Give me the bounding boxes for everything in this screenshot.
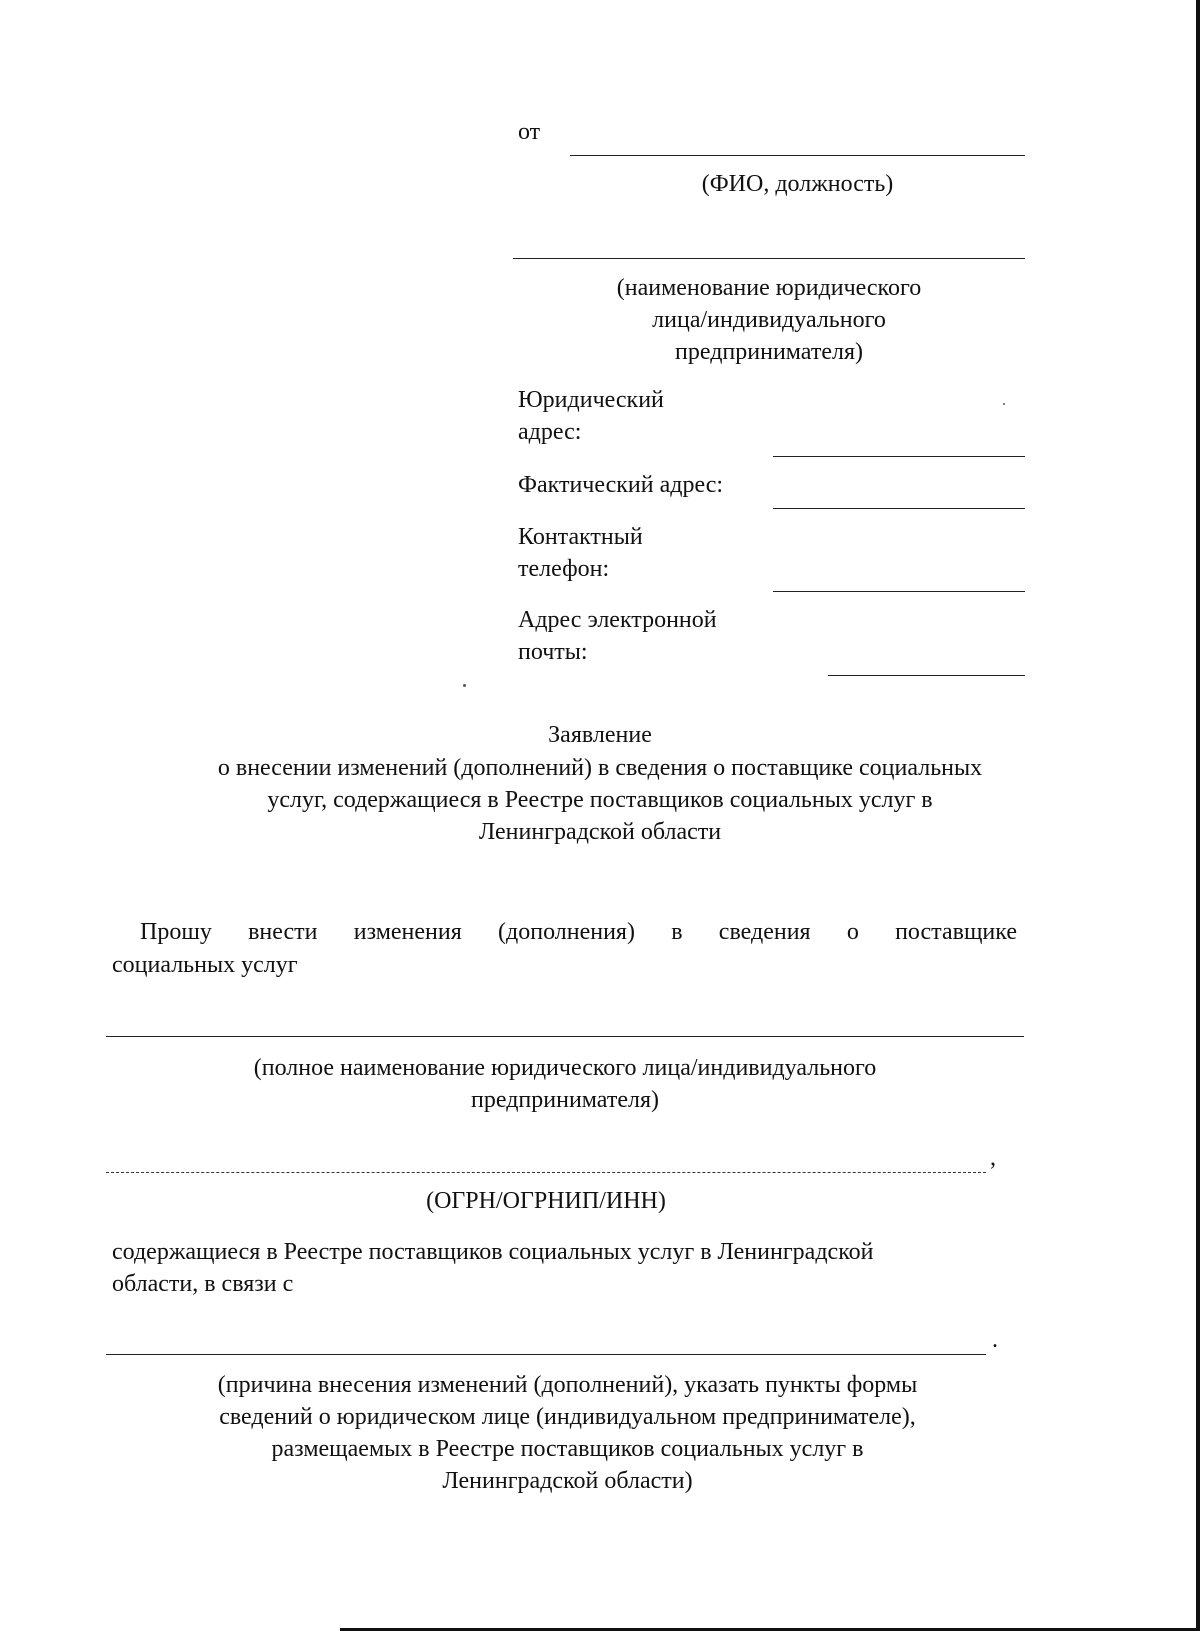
actual-address-label: Фактический адрес: <box>518 472 724 498</box>
org-name-field-line[interactable] <box>513 258 1025 259</box>
email-label-line-2: почты: <box>518 639 588 665</box>
legal-address-label-line-1: Юридический <box>518 387 664 413</box>
ogrn-field-line[interactable] <box>106 1172 986 1173</box>
reason-caption-line-4: Ленинградской области) <box>442 1468 693 1494</box>
subtitle-line-2: услуг, содержащиеся в Реестре поставщиков социальных услуг в <box>267 787 933 813</box>
reason-caption-line-1: (причина внесения изменений (дополнений), указать пункты формы <box>217 1372 918 1398</box>
legal-address-field-line[interactable] <box>773 456 1025 457</box>
phone-label-line-2: телефон: <box>518 556 610 582</box>
reason-field-line[interactable] <box>106 1354 986 1355</box>
phone-label-line-1: Контактный <box>518 524 643 550</box>
ogrn-caption: (ОГРН/ОГРНИП/ИНН) <box>426 1188 666 1214</box>
contained-line-2: области, в связи с <box>112 1271 294 1297</box>
from-label: от <box>518 119 541 145</box>
fio-field-line[interactable] <box>570 155 1025 156</box>
email-label-line-1: Адрес электронной <box>518 607 717 633</box>
fullname-caption-line-2: предпринимателя) <box>471 1087 659 1113</box>
contained-line-1: содержащиеся в Реестре поставщиков социальных услуг в Ленинградской <box>112 1239 874 1265</box>
reason-caption-line-2: сведений о юридическом лице (индивидуальном предпринимателе), <box>219 1404 916 1430</box>
fullname-field-line[interactable] <box>106 1036 1024 1037</box>
scan-speck <box>463 684 466 687</box>
period-mark: . <box>992 1327 998 1353</box>
org-caption-line-3: предпринимателя) <box>675 339 863 365</box>
email-field-line[interactable] <box>828 675 1025 676</box>
subtitle-line-1: о внесении изменений (дополнений) в сведения о поставщике социальных <box>217 755 983 781</box>
fullname-caption-line-1: (полное наименование юридического лица/индивидуального <box>253 1055 877 1081</box>
phone-field-line[interactable] <box>773 591 1025 592</box>
reason-caption-line-3: размещаемых в Реестре поставщиков социальных услуг в <box>271 1436 864 1462</box>
org-caption-line-2: лица/индивидуального <box>652 307 886 333</box>
org-caption-line-1: (наименование юридического <box>616 275 922 301</box>
document-heading: Заявление <box>548 722 652 748</box>
actual-address-field-line[interactable] <box>773 508 1025 509</box>
scan-edge-right <box>1196 0 1200 1631</box>
subtitle-line-3: Ленинградской области <box>478 819 722 845</box>
request-line-1: Прошу внести изменения (дополнения) в сведения о поставщике <box>140 919 1017 945</box>
legal-address-label-line-2: адрес: <box>518 419 582 445</box>
request-line-2: социальных услуг <box>112 952 298 978</box>
fio-caption: (ФИО, должность) <box>701 171 894 197</box>
scan-speck <box>1003 403 1005 405</box>
comma-mark: , <box>990 1145 996 1171</box>
